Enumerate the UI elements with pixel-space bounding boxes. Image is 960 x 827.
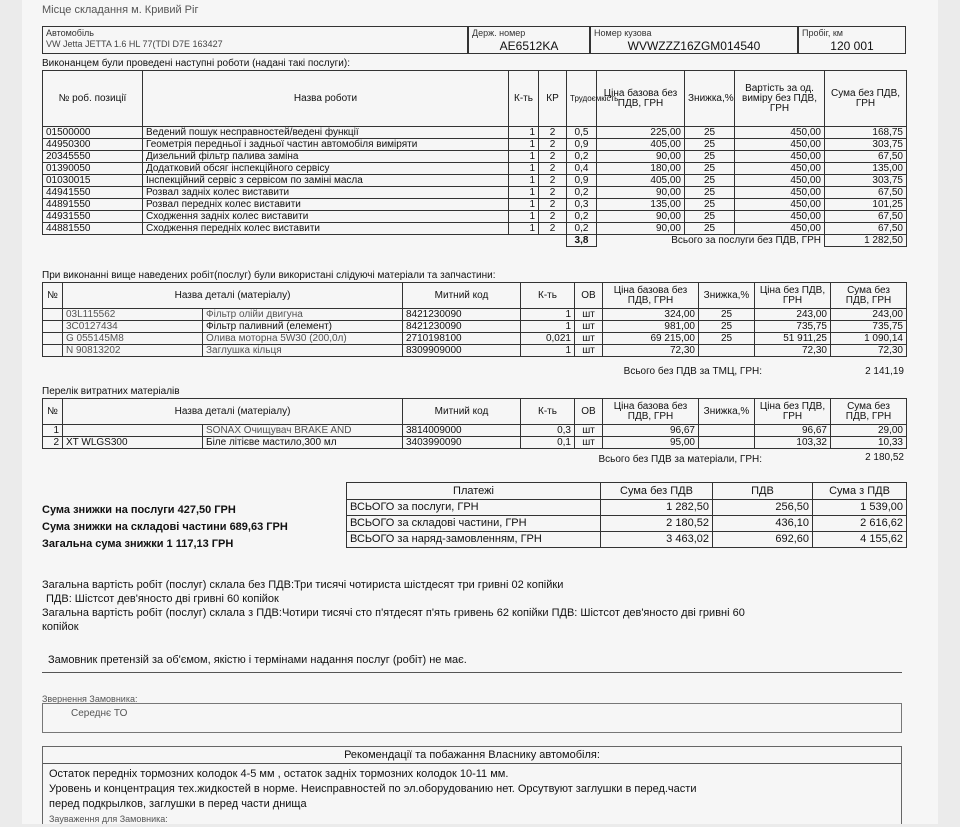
table-row: [43, 175, 907, 187]
work-discount: 25: [685, 223, 735, 235]
part-name: Заглушка кільця: [203, 345, 403, 357]
parts-total-label: Всього без ПДВ за ТМЦ, ГРН:: [623, 366, 762, 377]
part-sum: 243,00: [831, 309, 907, 321]
work-qty: 1: [509, 175, 539, 187]
table-row: [43, 163, 907, 175]
consumables-col-base-price: Ціна базова без ПДВ, ГРН: [603, 399, 699, 425]
works-col-base-price: Ціна базова без ПДВ, ГРН: [597, 71, 685, 127]
work-code: 44891550: [43, 199, 143, 211]
document-sheet: [22, 0, 938, 824]
payment-net: 3 463,02: [601, 532, 713, 548]
payments-col-net: Сума без ПДВ: [601, 483, 713, 500]
divider: [42, 672, 902, 673]
work-sum: 135,00: [825, 163, 907, 175]
work-name: Геометрія передньої і задньої частин автомобіля виміряти: [143, 139, 509, 151]
customer-remarks-label: Зауваження для Замовника:: [49, 814, 168, 824]
works-col-labor: Трудоємкість: [567, 71, 597, 127]
part-customs-code: 8309909000: [403, 345, 521, 357]
work-qty: 1: [509, 151, 539, 163]
discounts-block: [42, 502, 288, 553]
work-base-price: 225,00: [597, 127, 685, 139]
work-qty: 1: [509, 187, 539, 199]
consumable-name: SONAX Очищувач BRAKE AND: [203, 425, 403, 437]
part-code: 3C0127434: [63, 321, 203, 333]
work-unit-price: 450,00: [735, 211, 825, 223]
part-base-price: 69 215,00: [603, 333, 699, 345]
body-number-label: Номер кузова: [594, 28, 652, 38]
mileage-field: [798, 26, 906, 54]
part-qty: 1: [521, 345, 575, 357]
consumable-qty: 0,1: [521, 437, 575, 449]
work-labor: 0,2: [567, 211, 597, 223]
works-header-row: [43, 71, 907, 127]
work-kr: 2: [539, 211, 567, 223]
works-col-sum: Сума без ПДВ, ГРН: [825, 71, 907, 127]
customer-request-label: Звернення Замовника:: [42, 694, 138, 704]
part-sum: 1 090,14: [831, 333, 907, 345]
work-qty: 1: [509, 127, 539, 139]
work-kr: 2: [539, 223, 567, 235]
work-discount: 25: [685, 187, 735, 199]
consumable-sum: 10,33: [831, 437, 907, 449]
work-discount: 25: [685, 199, 735, 211]
recommendations-box: [42, 746, 902, 824]
consumable-price: 96,67: [755, 425, 831, 437]
work-name: Інспекційний сервіс з сервісом по заміні масла: [143, 175, 509, 187]
table-row: [347, 500, 907, 516]
work-base-price: 180,00: [597, 163, 685, 175]
works-total-row: [43, 235, 907, 247]
consumables-col-sum: Сума без ПДВ, ГРН: [831, 399, 907, 425]
part-base-price: 72,30: [603, 345, 699, 357]
parts-section-title: При виконанні вище наведених робіт(послуг) були використані слідуючі матеріали та запчастини:: [42, 270, 496, 281]
works-col-qty: К-ть: [509, 71, 539, 127]
payment-name: ВСЬОГО за наряд-замовленням, ГРН: [347, 532, 601, 548]
work-base-price: 405,00: [597, 139, 685, 151]
total-gross-words: Загальна вартість робіт (послуг) склала з ПДВ:Чотири тисячі сто п'ятдесят п'ять гривень 62 копійки ПДВ: Шістсот дев'яносто дві гривні 60: [42, 607, 745, 619]
table-row: [43, 425, 907, 437]
parts-col-qty: К-ть: [521, 283, 575, 309]
table-row: [43, 333, 907, 345]
recommendations-text: [43, 764, 901, 827]
consumables-section-title: Перелік витратних матеріалів: [42, 386, 180, 397]
consumable-unit: шт: [575, 425, 603, 437]
body-number-value: WVWZZZ16ZGM014540: [627, 39, 761, 53]
work-base-price: 90,00: [597, 211, 685, 223]
work-base-price: 90,00: [597, 223, 685, 235]
payments-col-gross: Сума з ПДВ: [813, 483, 907, 500]
discount-total: Загальна сума знижки 1 117,13 ГРН: [42, 538, 234, 550]
work-base-price: 90,00: [597, 187, 685, 199]
work-discount: 25: [685, 127, 735, 139]
work-discount: 25: [685, 151, 735, 163]
work-labor: 0,4: [567, 163, 597, 175]
consumable-qty: 0,3: [521, 425, 575, 437]
vat-words: ПДВ: Шістсот дев'яносто дві гривні 60 копійок: [46, 593, 279, 605]
part-customs-code: 8421230090: [403, 321, 521, 333]
payment-vat: 436,10: [713, 516, 813, 532]
no-claims-statement: Замовник претензій за об'ємом, якістю і термінами надання послуг (робіт) не має.: [48, 654, 467, 666]
table-row: [43, 127, 907, 139]
payment-name: ВСЬОГО за складові частини, ГРН: [347, 516, 601, 532]
consumables-header-row: [43, 399, 907, 425]
parts-total-value: 2 141,19: [865, 366, 904, 377]
discount-parts: Сума знижки на складові частини 689,63 ГРН: [42, 521, 288, 533]
parts-col-num: №: [43, 283, 63, 309]
table-row: [347, 516, 907, 532]
part-name: Олива моторна 5W30 (200,0л): [203, 333, 403, 345]
work-labor: 0,3: [567, 199, 597, 211]
recommendation-plugs: перед подкрылков, заглушки в перед части днища: [49, 798, 307, 810]
table-row: [43, 437, 907, 449]
work-sum: 303,75: [825, 175, 907, 187]
work-kr: 2: [539, 175, 567, 187]
consumables-col-discount: Знижка,%: [699, 399, 755, 425]
payments-header-row: [347, 483, 907, 500]
table-row: [43, 223, 907, 235]
work-name: Розвал задніх колес виставити: [143, 187, 509, 199]
part-unit: шт: [575, 309, 603, 321]
work-base-price: 405,00: [597, 175, 685, 187]
work-kr: 2: [539, 199, 567, 211]
payment-net: 2 180,52: [601, 516, 713, 532]
parts-header-row: [43, 283, 907, 309]
part-code: G 055145M8: [63, 333, 203, 345]
mileage-label: Пробіг, км: [802, 28, 843, 38]
car-label: Автомобіль: [46, 28, 94, 38]
work-base-price: 135,00: [597, 199, 685, 211]
consumables-col-customs: Митний код: [403, 399, 521, 425]
work-sum: 168,75: [825, 127, 907, 139]
part-qty: 0,021: [521, 333, 575, 345]
body-number-field: [590, 26, 798, 54]
work-kr: 2: [539, 127, 567, 139]
work-qty: 1: [509, 163, 539, 175]
part-sum: 735,75: [831, 321, 907, 333]
table-row: [43, 345, 907, 357]
total-net-words: Загальна вартість робіт (послуг) склала без ПДВ:Три тисячі чотириста шістдесят три гривні 02 копійки: [42, 579, 564, 591]
parts-col-customs: Митний код: [403, 283, 521, 309]
table-row: [43, 151, 907, 163]
parts-col-unit: ОВ: [575, 283, 603, 309]
table-row: [347, 532, 907, 548]
part-discount: [699, 345, 755, 357]
totals-in-words: [42, 578, 922, 634]
consumable-customs-code: 3814009000: [403, 425, 521, 437]
consumable-num: 2: [43, 437, 63, 449]
parts-col-name: Назва деталі (матеріалу): [63, 283, 403, 309]
work-labor: 0,5: [567, 127, 597, 139]
recommendations-title: Рекомендації та побажання Власнику автомобіля:: [43, 747, 901, 764]
part-unit: шт: [575, 321, 603, 333]
part-qty: 1: [521, 321, 575, 333]
consumables-col-num: №: [43, 399, 63, 425]
works-col-unit-price: Вартість за од. виміру без ПДВ, ГРН: [735, 71, 825, 127]
consumable-name: Біле літієве мастило,300 мл: [203, 437, 403, 449]
part-price: 51 911,25: [755, 333, 831, 345]
payment-gross: 4 155,62: [813, 532, 907, 548]
work-base-price: 90,00: [597, 151, 685, 163]
part-name: Фільтр паливний (елемент): [203, 321, 403, 333]
work-sum: 67,50: [825, 223, 907, 235]
part-price: 72,30: [755, 345, 831, 357]
works-table: [42, 70, 907, 247]
work-labor: 0,2: [567, 187, 597, 199]
consumables-table: [42, 398, 907, 449]
parts-col-base-price: Ціна базова без ПДВ, ГРН: [603, 283, 699, 309]
consumable-discount: [699, 437, 755, 449]
work-labor: 0,9: [567, 175, 597, 187]
works-col-kr: КР: [539, 71, 567, 127]
work-qty: 1: [509, 223, 539, 235]
work-kr: 2: [539, 139, 567, 151]
part-base-price: 324,00: [603, 309, 699, 321]
work-code: 44881550: [43, 223, 143, 235]
mileage-value: 120 001: [830, 39, 874, 53]
consumable-discount: [699, 425, 755, 437]
part-customs-code: 2710198100: [403, 333, 521, 345]
part-name: Фільтр олійи двигуна: [203, 309, 403, 321]
payment-vat: 692,60: [713, 532, 813, 548]
consumable-base-price: 96,67: [603, 425, 699, 437]
plate-value: AE6512KA: [499, 39, 559, 53]
work-unit-price: 450,00: [735, 187, 825, 199]
part-price: 243,00: [755, 309, 831, 321]
part-code: 03L115562: [63, 309, 203, 321]
works-total-value: 1 282,50: [825, 235, 907, 247]
consumables-col-price: Ціна без ПДВ, ГРН: [755, 399, 831, 425]
work-sum: 101,25: [825, 199, 907, 211]
work-name: Ведений пошук несправностей/ведені функції: [143, 127, 509, 139]
consumable-customs-code: 3403990090: [403, 437, 521, 449]
consumable-code: [63, 425, 203, 437]
work-labor: 0,2: [567, 223, 597, 235]
table-row: [43, 187, 907, 199]
payment-vat: 256,50: [713, 500, 813, 516]
consumables-col-name: Назва деталі (матеріалу): [63, 399, 403, 425]
consumable-base-price: 95,00: [603, 437, 699, 449]
work-name: Дизельний фільтр палива заміна: [143, 151, 509, 163]
part-discount: 25: [699, 321, 755, 333]
customer-request-value: Середнє ТО: [71, 708, 128, 719]
part-qty: 1: [521, 309, 575, 321]
part-customs-code: 8421230090: [403, 309, 521, 321]
parts-col-discount: Знижка,%: [699, 283, 755, 309]
work-sum: 67,50: [825, 211, 907, 223]
car-value: VW Jetta JETTA 1.6 HL 77(TDI D7E 163427: [46, 39, 223, 49]
work-name: Розвал передніх колес виставити: [143, 199, 509, 211]
consumables-total-label: Всього без ПДВ за матеріали, ГРН:: [598, 454, 762, 465]
work-sum: 67,50: [825, 187, 907, 199]
works-total-label: Всього за послуги без ПДВ, ГРН: [671, 235, 821, 247]
parts-col-sum: Сума без ПДВ, ГРН: [831, 283, 907, 309]
work-discount: 25: [685, 139, 735, 151]
work-labor: 0,9: [567, 139, 597, 151]
table-row: [43, 309, 907, 321]
table-row: [43, 321, 907, 333]
parts-col-price: Ціна без ПДВ, ГРН: [755, 283, 831, 309]
work-labor: 0,2: [567, 151, 597, 163]
work-code: 01500000: [43, 127, 143, 139]
works-total-hours: 3,8: [567, 235, 597, 247]
payment-net: 1 282,50: [601, 500, 713, 516]
works-col-code: № роб. позиції: [43, 71, 143, 127]
table-row: [43, 139, 907, 151]
consumables-total-value: 2 180,52: [865, 452, 904, 463]
part-sum: 72,30: [831, 345, 907, 357]
payment-name: ВСЬОГО за послуги, ГРН: [347, 500, 601, 516]
total-gross-words-continued: копійок: [42, 621, 79, 633]
table-row: [43, 199, 907, 211]
work-unit-price: 450,00: [735, 175, 825, 187]
work-code: 01030015: [43, 175, 143, 187]
discount-services: Сума знижки на послуги 427,50 ГРН: [42, 504, 236, 516]
payment-gross: 1 539,00: [813, 500, 907, 516]
table-row: [43, 211, 907, 223]
payments-col-name: Платежі: [347, 483, 601, 500]
work-kr: 2: [539, 163, 567, 175]
work-code: 20345550: [43, 151, 143, 163]
consumable-unit: шт: [575, 437, 603, 449]
consumables-col-qty: К-ть: [521, 399, 575, 425]
part-discount: 25: [699, 309, 755, 321]
works-col-name: Назва роботи: [143, 71, 509, 127]
part-price: 735,75: [755, 321, 831, 333]
recommendation-brakes: Остаток передніх тормозних колодок 4-5 мм , остаток задніх тормозних колодок 10-11 мм.: [49, 768, 509, 780]
work-discount: 25: [685, 175, 735, 187]
work-unit-price: 450,00: [735, 223, 825, 235]
car-field: [42, 26, 468, 54]
work-code: 01390050: [43, 163, 143, 175]
work-unit-price: 450,00: [735, 199, 825, 211]
part-base-price: 981,00: [603, 321, 699, 333]
work-name: Додатковий обсяг інспекційного сервісу: [143, 163, 509, 175]
part-discount: 25: [699, 333, 755, 345]
consumables-col-unit: ОВ: [575, 399, 603, 425]
work-unit-price: 450,00: [735, 127, 825, 139]
work-qty: 1: [509, 199, 539, 211]
consumable-price: 103,32: [755, 437, 831, 449]
part-unit: шт: [575, 345, 603, 357]
plate-label: Держ. номер: [472, 28, 526, 38]
payments-table: [346, 482, 907, 548]
work-name: Сходження передніх колес виставити: [143, 223, 509, 235]
recommendation-fluids: Уровень и концентрация тех.жидкостей в норме. Неисправностей по эл.оборудованию нет. Орсутвуют заглушки в перед.части: [49, 783, 697, 795]
work-unit-price: 450,00: [735, 163, 825, 175]
work-code: 44931550: [43, 211, 143, 223]
consumable-sum: 29,00: [831, 425, 907, 437]
work-qty: 1: [509, 139, 539, 151]
work-unit-price: 450,00: [735, 151, 825, 163]
works-section-title: Виконанцем були проведені наступні роботи (надані такі послуги):: [42, 58, 350, 69]
work-sum: 303,75: [825, 139, 907, 151]
work-kr: 2: [539, 151, 567, 163]
place-of-issue: Місце складання м. Кривий Ріг: [42, 4, 199, 16]
customer-request-box: [42, 703, 902, 733]
work-unit-price: 450,00: [735, 139, 825, 151]
part-unit: шт: [575, 333, 603, 345]
work-qty: 1: [509, 211, 539, 223]
consumable-code: XT WLGS300: [63, 437, 203, 449]
work-name: Сходження задніх колес виставити: [143, 211, 509, 223]
work-kr: 2: [539, 187, 567, 199]
payment-gross: 2 616,62: [813, 516, 907, 532]
plate-field: [468, 26, 590, 54]
works-col-discount: Знижка,%: [685, 71, 735, 127]
consumable-num: 1: [43, 425, 63, 437]
payments-col-vat: ПДВ: [713, 483, 813, 500]
work-sum: 67,50: [825, 151, 907, 163]
work-discount: 25: [685, 163, 735, 175]
part-code: N 90813202: [63, 345, 203, 357]
work-code: 44950300: [43, 139, 143, 151]
parts-table: [42, 282, 907, 357]
work-discount: 25: [685, 211, 735, 223]
work-code: 44941550: [43, 187, 143, 199]
